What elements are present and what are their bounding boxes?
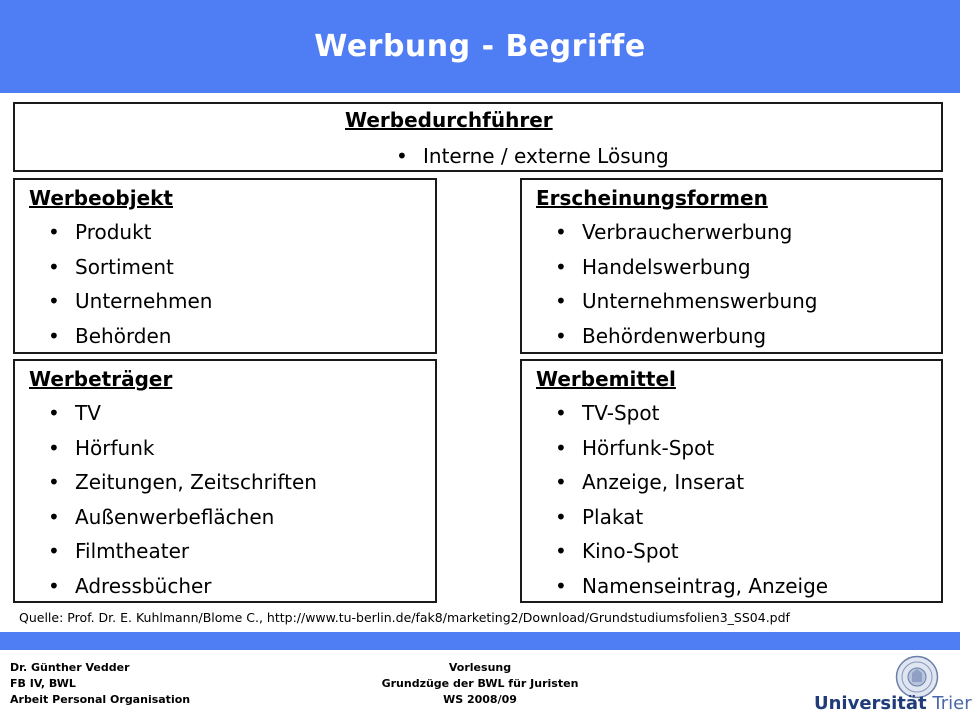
logo-text-light: Trier [932,692,972,714]
footer-bar [0,632,960,650]
box-erscheinungsformen [520,178,943,354]
list-item: • Adressbücher [75,569,317,604]
bullet-list [582,215,818,353]
bullet-list [423,140,669,172]
box-title: Werbeobjekt [29,186,173,210]
footer-author-dept: FB IV, BWL [10,677,76,690]
list-item: • Kino-Spot [582,534,828,569]
university-logo [810,690,972,716]
list-item: • TV [75,396,317,431]
list-item: • Namenseintrag, Anzeige [582,569,828,604]
footer-author-name: Dr. Günther Vedder [10,661,130,674]
box-werbeobjekt [13,178,437,354]
list-item: • TV-Spot [582,396,828,431]
bullet-list [75,215,212,353]
bullet-list [582,396,828,603]
slide-title: Werbung - Begriffe [314,29,646,64]
box-werbemittel [520,359,943,603]
list-item: • Zeitungen, Zeitschriften [75,465,317,500]
box-title: Werbemittel [536,367,676,391]
list-item: • Plakat [582,500,828,535]
list-item: • Behörden [75,319,212,354]
footer-author [10,660,190,708]
footer-course-term: WS 2008/09 [443,693,517,706]
footer-course [360,660,600,708]
list-item: • Interne / externe Lösung [423,140,669,172]
list-item: • Außenwerbeflächen [75,500,317,535]
box-werbedurchfuehrer [13,102,943,172]
title-bar [0,0,960,93]
list-item: • Hörfunk [75,431,317,466]
list-item: • Behördenwerbung [582,319,818,354]
list-item: • Unternehmenswerbung [582,284,818,319]
footer-course-type: Vorlesung [448,661,512,674]
list-item: • Sortiment [75,250,212,285]
list-item: • Handelswerbung [582,250,818,285]
list-item: • Anzeige, Inserat [582,465,828,500]
box-werbetraeger [13,359,437,603]
bullet-list [75,396,317,603]
list-item: • Unternehmen [75,284,212,319]
box-title: Erscheinungsformen [536,186,768,210]
logo-text-bold: Universität [814,692,927,714]
source-citation: Quelle: Prof. Dr. E. Kuhlmann/Blome C., http://www.tu-berlin.de/fak8/marketing2/Download/Grundstudiumsfolien3_SS04.pdf [19,610,790,625]
list-item: • Filmtheater [75,534,317,569]
list-item: • Produkt [75,215,212,250]
footer-author-area: Arbeit Personal Organisation [10,693,191,706]
footer-course-name: Grundzüge der BWL für Juristen [381,677,579,690]
list-item: • Hörfunk-Spot [582,431,828,466]
box-title: Werbeträger [29,367,173,391]
box-title: Werbedurchführer [345,108,553,132]
list-item: • Verbraucherwerbung [582,215,818,250]
